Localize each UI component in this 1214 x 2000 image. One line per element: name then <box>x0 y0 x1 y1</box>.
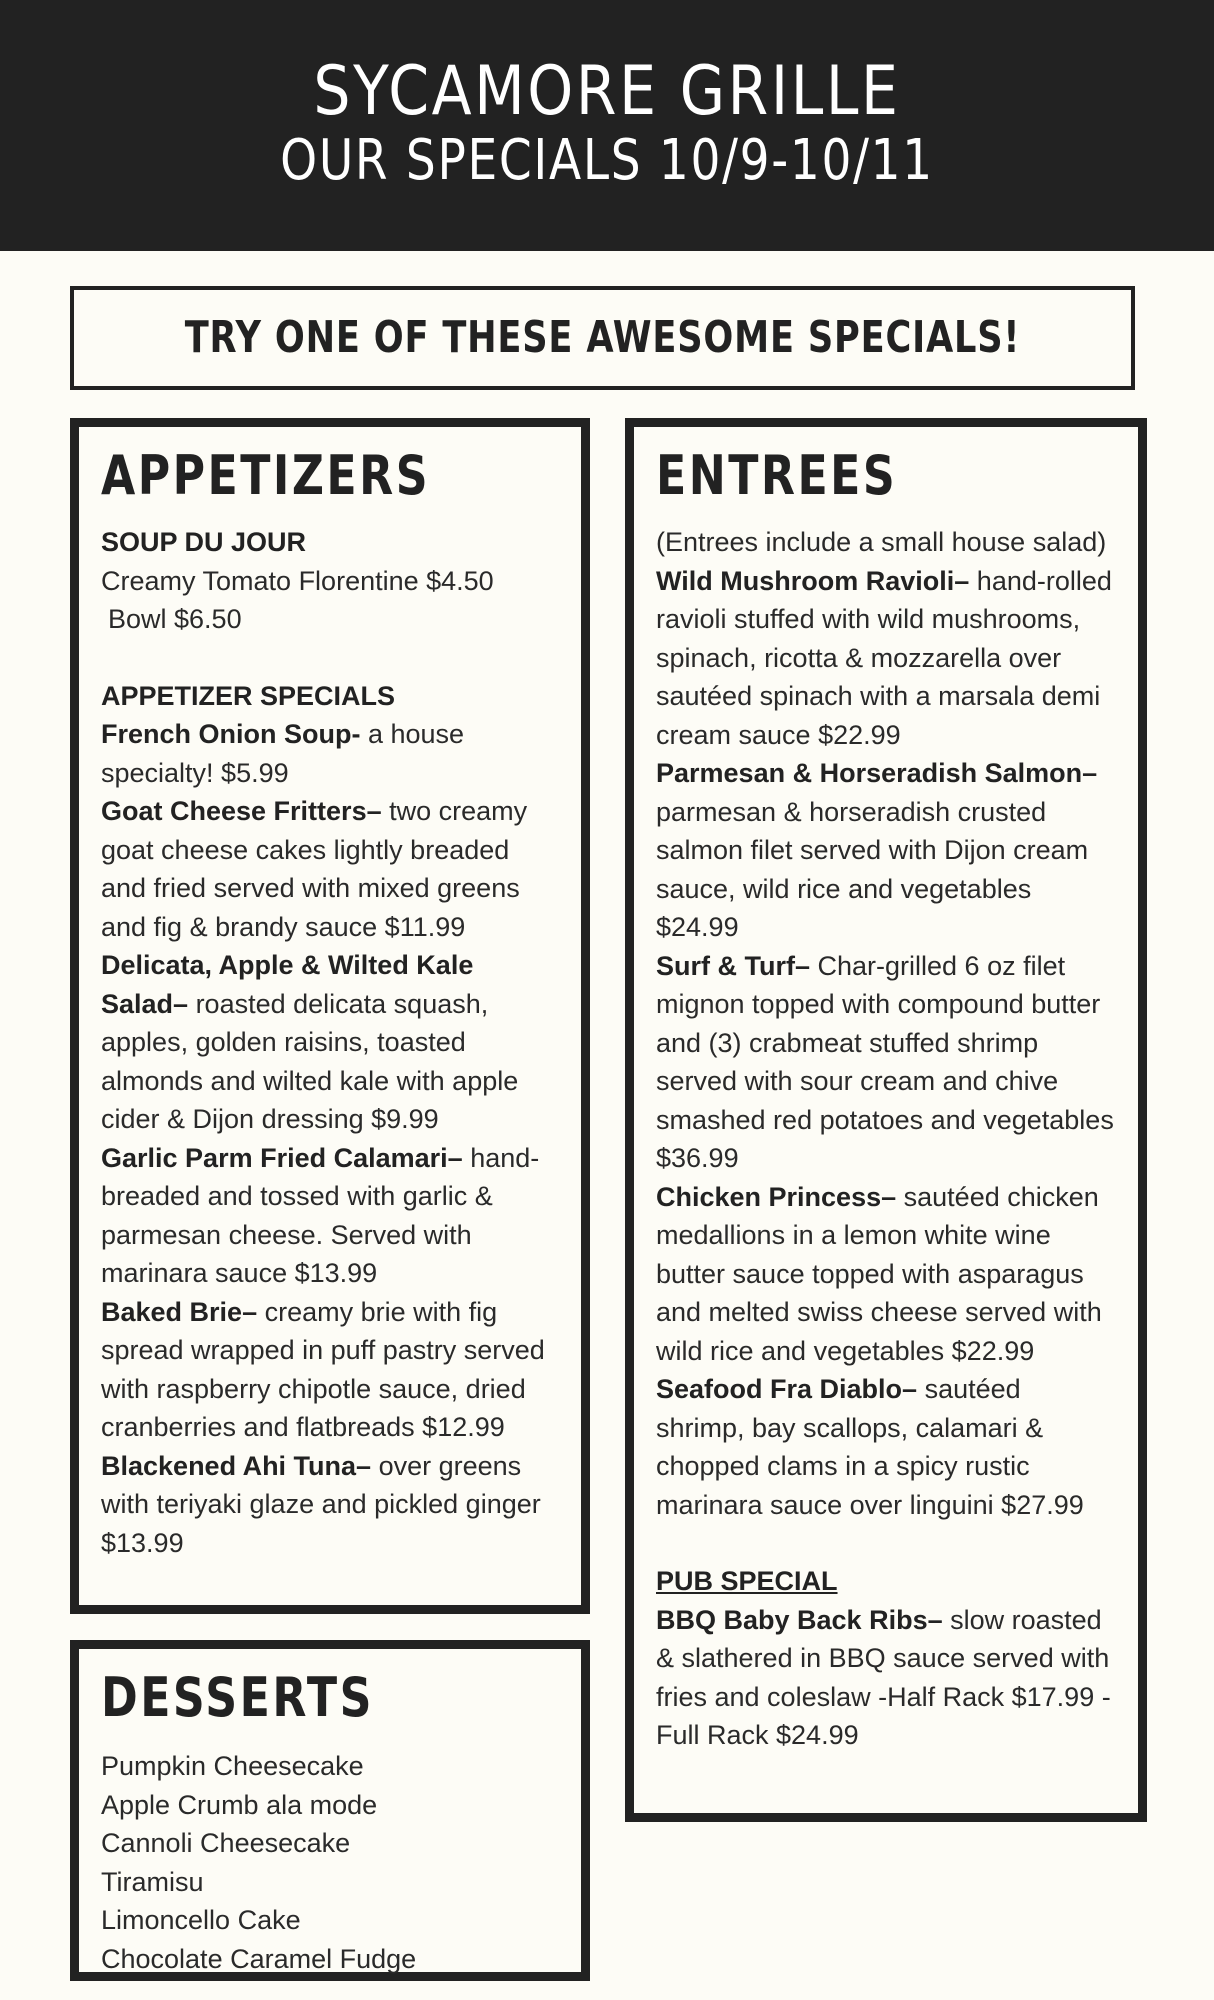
item-name: Wild Mushroom Ravioli– <box>656 565 970 596</box>
pub-special-heading: PUB SPECIAL <box>656 1566 838 1596</box>
item-desc: sautéed chicken medallions in a lemon white wine butter sauce topped with asparagus and melted swiss cheese served with wild rice and vegetables $22.99 <box>656 1181 1102 1366</box>
soup-bowl: Bowl $6.50 <box>108 604 242 634</box>
menu-item <box>101 715 559 792</box>
appetizer-specials-heading: APPETIZER SPECIALS <box>101 680 396 711</box>
item-desc: sautéed shrimp, bay scallops, calamari & chopped clams in a spicy rustic marinara sauce over linguini $27.99 <box>656 1374 1084 1520</box>
item-desc: slow roasted & slathered in BBQ sauce served with fries and coleslaw -Half Rack $17.99 -Full Rack $24.99 <box>656 1604 1111 1750</box>
dessert-item: Pumpkin Cheesecake <box>101 1751 364 1781</box>
menu-item <box>101 1447 559 1563</box>
restaurant-name: SYCAMORE GRILLE <box>313 52 901 131</box>
dessert-item: Limoncello Cake <box>101 1905 301 1935</box>
item-name: Seafood Fra Diablo– <box>656 1374 918 1404</box>
item-name: Chicken Princess– <box>656 1181 897 1212</box>
dessert-item: Chocolate Caramel Fudge <box>101 1943 417 1974</box>
item-name: French Onion Soup- <box>101 719 361 749</box>
desserts-section <box>70 1640 590 1981</box>
desserts-heading: DESSERTS <box>101 1666 374 1729</box>
soup-heading: SOUP DU JOUR <box>101 527 307 557</box>
item-name: Blackened Ahi Tuna– <box>101 1450 372 1481</box>
menu-item <box>656 1601 1116 1755</box>
entrees-heading: ENTREES <box>656 444 898 507</box>
entrees-note: (Entrees include a small house salad) <box>656 527 1107 557</box>
item-name: Baked Brie– <box>101 1296 258 1327</box>
item-name: Delicata, Apple & Wilted Kale Salad– <box>101 950 474 1019</box>
menu-item <box>101 946 559 1139</box>
item-desc: creamy brie with fig spread wrapped in puff pastry served with raspberry chipotle sauce, dried cranberries and flatbreads $12.99 <box>101 1296 545 1442</box>
item-desc: a house specialty! $5.99 <box>101 719 465 788</box>
item-name: Goat Cheese Fritters– <box>101 796 382 826</box>
menu-item <box>656 1370 1116 1524</box>
header <box>0 0 1214 251</box>
appetizers-heading: APPETIZERS <box>101 444 431 507</box>
item-desc: two creamy goat cheese cakes lightly breaded and fried served with mixed greens and fig & brandy sauce $11.99 <box>101 796 528 942</box>
menu-item <box>101 792 559 946</box>
menu-item <box>656 562 1116 755</box>
item-name: Parmesan & Horseradish Salmon– <box>656 758 1098 788</box>
item-desc: Char-grilled 6 oz filet mignon topped with compound butter and (3) crabmeat stuffed shrimp served with sour cream and chive smashed red potatoes and vegetables $36.99 <box>656 950 1114 1173</box>
item-desc: hand-rolled ravioli stuffed with wild mushrooms, spinach, ricotta & mozzarella over sautéed spinach with a marsala demi cream sauce $22.99 <box>656 565 1112 750</box>
item-name: Surf & Turf– <box>656 950 810 981</box>
item-desc: over greens with teriyaki glaze and pickled ginger $13.99 <box>101 1450 541 1558</box>
appetizers-section <box>70 418 590 1614</box>
menu-item <box>656 1178 1116 1371</box>
item-desc: hand-breaded and tossed with garlic & parmesan cheese. Served with marinara sauce $13.99 <box>101 1142 540 1288</box>
item-desc: roasted delicata squash, apples, golden raisins, toasted almonds and wilted kale with apple cider & Dijon dressing $9.99 <box>101 988 519 1134</box>
menu-item <box>656 947 1116 1178</box>
dessert-item: Tiramisu <box>101 1866 204 1897</box>
menu-item <box>101 1139 559 1293</box>
dessert-item: Cannoli Cheesecake <box>101 1828 351 1858</box>
soup-line: Creamy Tomato Florentine $4.50 <box>101 565 494 596</box>
banner-text: TRY ONE OF THESE AWESOME SPECIALS! <box>184 312 1021 363</box>
item-desc: parmesan & horseradish crusted salmon filet served with Dijon cream sauce, wild rice and vegetables $24.99 <box>656 796 1089 942</box>
dessert-item: Apple Crumb ala mode <box>101 1789 378 1820</box>
item-name: Garlic Parm Fried Calamari– <box>101 1142 463 1173</box>
specials-date: OUR SPECIALS 10/9-10/11 <box>280 128 934 193</box>
menu-item <box>656 754 1116 947</box>
item-name: BBQ Baby Back Ribs– <box>656 1604 943 1635</box>
entrees-section <box>625 418 1147 1822</box>
banner <box>70 286 1135 390</box>
menu-item <box>101 1293 559 1447</box>
